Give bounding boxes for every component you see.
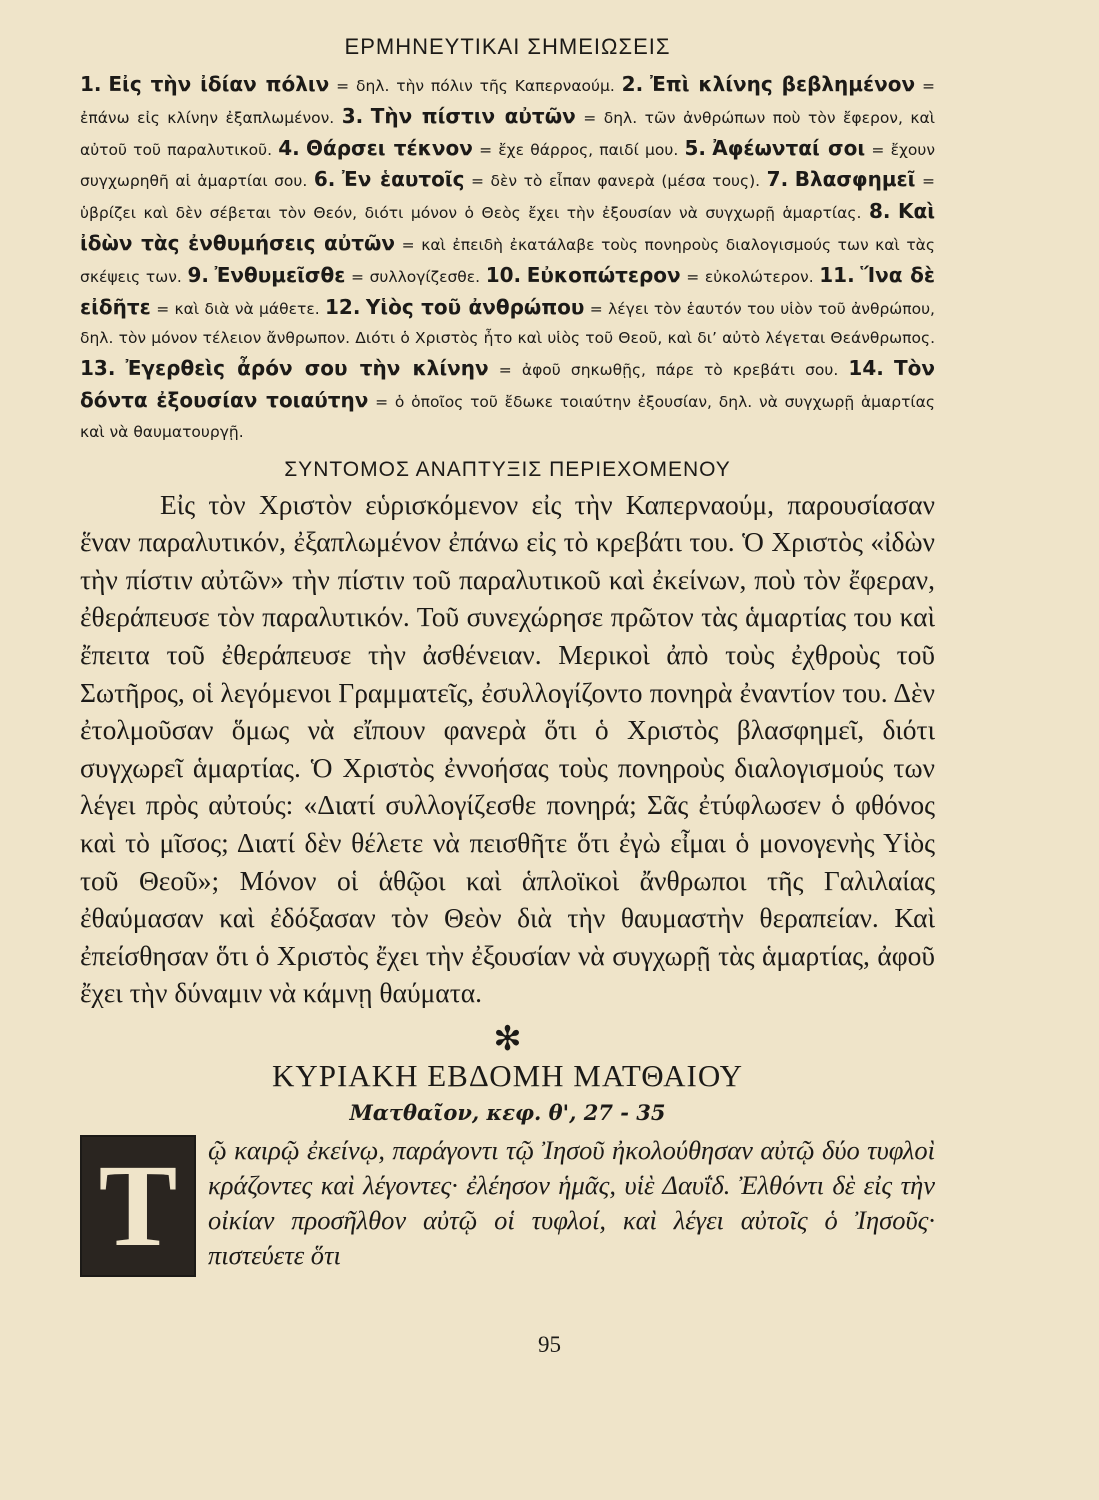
note-number: 1.	[80, 72, 102, 96]
drop-cap: Τ	[80, 1135, 196, 1277]
note-gloss: = δηλ. τὴν πόλιν τῆς Καπερναούμ.	[336, 77, 615, 95]
note-term: Τὴν πίστιν αὐτῶν	[370, 103, 576, 128]
note-number: 10.	[485, 262, 522, 287]
note-number: 2.	[621, 72, 644, 96]
note-number: 14.	[848, 356, 884, 381]
note-gloss: = καὶ ἐπειδὴ ἐκατάλαβε τοὺς πονηροὺς διαλογισμούς των καὶ τὰς σκέψεις των.	[80, 235, 935, 286]
chapter-title: ΚΥΡΙΑΚΗ ΕΒΔΟΜΗ ΜΑΤΘΑΙΟΥ	[271, 1057, 744, 1093]
gospel-text: ῷ καιρῷ ἐκείνῳ, παράγοντι τῷ Ἰησοῦ ἠκολούθησαν αὐτῷ δύο τυφλοὶ κράζοντες καὶ λέγοντες· ἐλέησον ἡμᾶς, υἱὲ Δαυΐδ. Ἐλθόντι δὲ εἰς τὴν οἰκίαν προσῆλθον αὐτῷ οἱ τυφλοί, καὶ λέγει αὐτοῖς ὁ Ἰησοῦς· πιστεύετε ὅτι	[208, 1134, 935, 1270]
asterisk-ornament: ✻	[493, 1018, 522, 1059]
summary-paragraph: Εἰς τὸν Χριστὸν εὑρισκόμενον εἰς τὴν Καπερναούμ, παρουσίασαν ἕναν παραλυτικόν, ἐξαπλωμένον ἐπάνω εἰς τὸ κρεβάτι του. Ὁ Χριστὸς «ἰδὼν τὴν πίστιν αὐτῶν» τὴν πίστιν τοῦ παραλυτικοῦ καὶ ἐκείνων, ποὺ τὸν ἔφεραν, ἐθεράπευσε τὸν παραλυτικόν. Τοῦ συνεχώρησε πρῶτον τὰς ἁμαρτίας του καὶ ἔπειτα τοῦ ἐθεράπευσε τὴν ἀσθένειαν. Μερικοὶ ἀπὸ τοὺς ἐχθροὺς τοῦ Σωτῆρος, οἱ λεγόμενοι Γραμματεῖς, ἐσυλλογίζοντο πονηρὰ ἐναντίον του. Δὲν ἐτολμοῦσαν ὅμως νὰ εἴπουν φανερὰ ὅτι ὁ Χριστὸς βλασφημεῖ, διότι συγχωρεῖ ἁμαρτίας. Ὁ Χριστὸς ἐννοήσας τοὺς πονηροὺς διαλογισμούς των λέγει πρὸς αὐτούς: «Διατί συλλογίζεσθε πονηρά; Σᾶς ἐτύφλωσεν ὁ φθόνος καὶ τὸ μῖσος; Διατί δὲν θέλετε νὰ πεισθῆτε ὅτι ἐγὼ εἶμαι ὁ μονογενὴς Υἱὸς τοῦ Θεοῦ»; Μόνον οἱ ἁθῷοι καὶ ἁπλοϊκοὶ ἄνθρωποι τῆς Γαλιλαίας ἐθαύμασαν καὶ ἐδόξασαν τὸν Θεὸν διὰ τὴν θαυμαστὴν θεραπείαν. Καὶ ἐπείσθησαν ὅτι ὁ Χριστὸς ἔχει τὴν ἐξουσίαν νὰ συγχωρῇ τὰς ἁμαρτίας, ἀφοῦ ἔχει τὴν δύναμιν νὰ κάμνῃ θαύματα.	[80, 488, 935, 1009]
note-gloss: = ἀφοῦ σηκωθῇς, πάρε τὸ κρεβάτι σου.	[498, 361, 839, 380]
note	[278, 135, 679, 160]
note-term: Ἐνθυμεῖσθε	[214, 262, 346, 287]
note-term: Καὶ ἰδὼν τὰς ἐνθυμήσεις αὐτῶν	[80, 199, 936, 255]
note-gloss: = εὐκολώτερον.	[686, 267, 814, 286]
note	[80, 72, 615, 96]
running-head: ΕΡΜΗΝΕΥΤΙΚΑΙ ΣΗΜΕΙΩΣΕΙΣ	[344, 34, 671, 59]
note-gloss: = καὶ διὰ νὰ μάθετε.	[156, 299, 320, 318]
scripture-reference: Ματθαῖον, κεφ. θ', 27 - 35	[349, 1099, 666, 1125]
note-number: 12.	[325, 294, 361, 319]
note-gloss: = δηλ. τῶν ἀνθρώπων ποὺ τὸν ἔφερον, καὶ αὐτοῦ τοῦ παραλυτικοῦ.	[80, 108, 935, 159]
note-term: Υἱὸς τοῦ ἀνθρώπου	[365, 294, 585, 319]
note-gloss: = ὁ ὁποῖος τοῦ ἔδωκε τοιαύτην ἐξουσίαν, δηλ. νὰ συγχωρῇ ἁμαρτίας καὶ νὰ θαυματουργῇ.	[80, 392, 935, 441]
note-term: Εὐκοπώτερον	[526, 262, 681, 287]
note-term: Ἐπὶ κλίνης βεβλημένον	[650, 72, 916, 96]
note	[187, 262, 481, 287]
explanatory-notes	[80, 70, 935, 448]
note-gloss: = ἔχουν συγχωρηθῆ αἱ ἁμαρτίαι σου.	[80, 140, 936, 191]
note-term: Θάρσει τέκνον	[305, 135, 473, 160]
page-number: 95	[538, 1332, 561, 1357]
note-number: 11.	[819, 262, 855, 287]
note-number: 8.	[868, 199, 891, 224]
note-number: 3.	[341, 103, 364, 128]
note-gloss: = συλλογίζεσθε.	[351, 267, 481, 286]
page	[80, 28, 935, 1293]
note-number: 7.	[766, 167, 789, 192]
note-gloss: = ἐπάνω εἰς κλίνην ἐξαπλωμένον.	[80, 77, 935, 127]
note-term: Τὸν δόντα ἐξουσίαν τοιαύτην	[80, 356, 935, 412]
note-gloss: = ὑβρίζει καὶ δὲν σέβεται τὸν Θεόν, διότι μόνον ὁ Θεὸς ἔχει τὴν ἐξουσίαν νὰ συγχωρῇ ἁμαρτίας.	[80, 172, 936, 223]
note-gloss: = δὲν τὸ εἶπαν φανερὰ (μέσα τους).	[471, 172, 761, 191]
note	[313, 167, 761, 192]
note-gloss: = ἔχε θάρρος, παιδί μου.	[479, 140, 679, 159]
note-term: Ἐν ἑαυτοῖς	[341, 167, 465, 192]
note-term: Ἵνα δὲ εἰδῆτε	[80, 262, 935, 319]
note-number: 5.	[684, 135, 707, 160]
note	[485, 262, 814, 287]
note-term: Βλασφημεῖ	[794, 167, 916, 192]
gospel-reading	[80, 1133, 935, 1293]
note-number: 13.	[80, 356, 116, 381]
note-gloss: = λέγει τὸν ἑαυτόν του υἱὸν τοῦ ἀνθρώπου, δηλ. τὸν μόνον τέλειον ἄνθρωπον. Διότι ὁ Χριστὸς ἦτο καὶ υἱὸς τοῦ Θεοῦ, καὶ δι’ αὐτὸ λέγεται Θεάνθρωπος.	[80, 299, 935, 348]
note-number: 6.	[313, 167, 336, 192]
note-number: 9.	[187, 262, 209, 287]
note-term: Ἀφέωνταί σοι	[712, 135, 866, 160]
note-term: Ἐγερθεὶς ἆρόν σου τὴν κλίνην	[125, 356, 489, 381]
summary-heading: ΣΥΝΤΟΜΟΣ ΑΝΑΠΤΥΞΙΣ ΠΕΡΙΕΧΟΜΕΝΟΥ	[284, 457, 731, 481]
note-term: Εἰς τὴν ἰδίαν πόλιν	[108, 72, 330, 96]
note	[80, 356, 839, 381]
note-number: 4.	[278, 135, 300, 160]
